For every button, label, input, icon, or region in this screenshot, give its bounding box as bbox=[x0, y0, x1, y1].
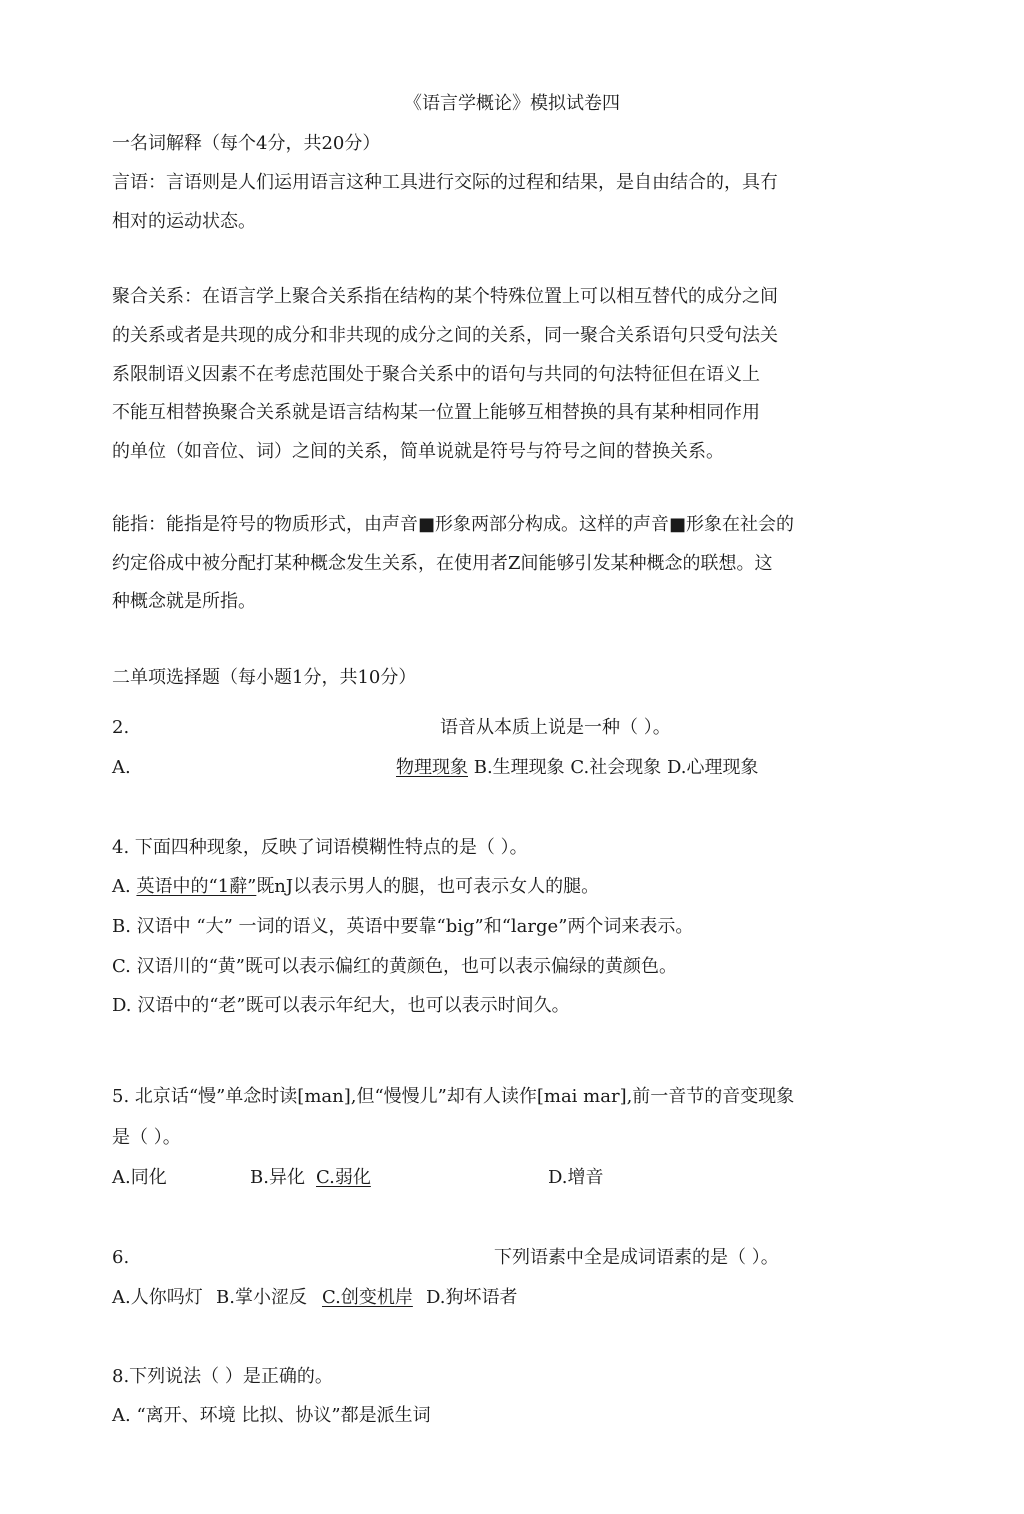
term2-line-3: 系限制语义因素不在考虑范围处于聚合关系中的语句与共同的句法特征但在语义上 bbox=[112, 364, 760, 385]
term3-line-3: 种概念就是所指。 bbox=[112, 591, 256, 612]
q5-option-a: A.同化 bbox=[112, 1167, 167, 1188]
q2-options bbox=[396, 756, 758, 780]
section1-heading: 一名词解释（每个4分，共20分） bbox=[112, 133, 381, 154]
term2-line-1: 聚合关系：在语言学上聚合关系指在结构的某个特殊位置上可以相互替代的成分之间 bbox=[112, 286, 778, 307]
term3-line-2: 约定俗成中被分配打某种概念发生关系，在使用者Z间能够引发某种概念的联想。这 bbox=[112, 553, 773, 574]
q4-option-c: C. 汉语川的“黄”既可以表示偏红的黄颜色，也可以表示偏绿的黄颜色。 bbox=[112, 956, 677, 977]
q6-option-a: A.人你吗灯 bbox=[112, 1287, 203, 1308]
q5-option-b: B.异化 bbox=[250, 1167, 305, 1188]
q5-option-c: C.弱化 bbox=[316, 1167, 371, 1188]
q4-option-a-rest: 既nJ以表示男人的腿，也可表示女人的腿。 bbox=[256, 876, 600, 897]
q5-option-d: D.增音 bbox=[548, 1167, 604, 1188]
q2-option-prefix: A. bbox=[112, 757, 131, 778]
q6-option-d: D.狗坏语者 bbox=[426, 1287, 518, 1308]
section2-heading: 二单项选择题（每小题1分，共10分） bbox=[112, 667, 417, 688]
term3-line-1: 能指：能指是符号的物质形式，由声音■形象两部分构成。这样的声音■形象在社会的 bbox=[112, 514, 795, 535]
q2-stem: 语音从本质上说是一种（ ）。 bbox=[440, 717, 671, 738]
q2-option-a: 物理现象 bbox=[396, 757, 468, 778]
q6-number: 6. bbox=[112, 1247, 130, 1268]
term2-line-4: 不能互相替换聚合关系就是语言结构某一位置上能够互相替换的具有某种相同作用 bbox=[112, 402, 760, 423]
q4-option-d: D. 汉语中的“老”既可以表示年纪大，也可以表示时间久。 bbox=[112, 995, 570, 1016]
term1-line-1: 言语：言语则是人们运用语言这种工具进行交际的过程和结果，是自由结合的，具冇 bbox=[112, 172, 778, 193]
q6-option-c: C.创变机岸 bbox=[322, 1287, 413, 1308]
q4-option-a bbox=[112, 875, 599, 899]
page-title: 《语言学概论》模拟试卷四 bbox=[404, 93, 620, 114]
q8-option-a: A. “离开、环境 比拟、协议”都是派生词 bbox=[112, 1405, 431, 1426]
q5-line-1: 5. 北京话“慢”单念时读[man],但“慢慢儿”却有人读作[mai mar],前一音节的音变现象 bbox=[112, 1086, 795, 1107]
term2-line-5: 的单位（如音位、词）之间的关系，简单说就是符号与符号之间的替换关系。 bbox=[112, 441, 724, 462]
q6-stem: 下列语素中全是成词语素的是（ ）。 bbox=[494, 1247, 779, 1268]
term2-line-2: 的关系或者是共现的成分和非共现的成分之间的关系，同一聚合关系语句只受句法关 bbox=[112, 325, 778, 346]
q8-stem: 8.下列说法（ ）是正确的。 bbox=[112, 1366, 333, 1387]
q2-option-rest: B.生理现象 C.社会现象 D.心理现象 bbox=[468, 757, 759, 778]
q4-option-a-prefix: A. bbox=[112, 876, 137, 897]
term1-line-2: 相对的运动状态。 bbox=[112, 211, 256, 232]
q4-option-b: B. 汉语中 “大” 一词的语义，英语中要靠“big”和“large”两个词来表示。 bbox=[112, 916, 694, 937]
q6-option-b: B.掌小涩反 bbox=[216, 1287, 307, 1308]
q4-stem: 4. 下面四种现象，反映了词语模糊性特点的是（ ）。 bbox=[112, 837, 528, 858]
q5-line-2: 是（ ）。 bbox=[112, 1127, 181, 1148]
q2-number: 2. bbox=[112, 717, 130, 738]
q4-option-a-underlined: 英语中的“1辭” bbox=[136, 876, 257, 897]
